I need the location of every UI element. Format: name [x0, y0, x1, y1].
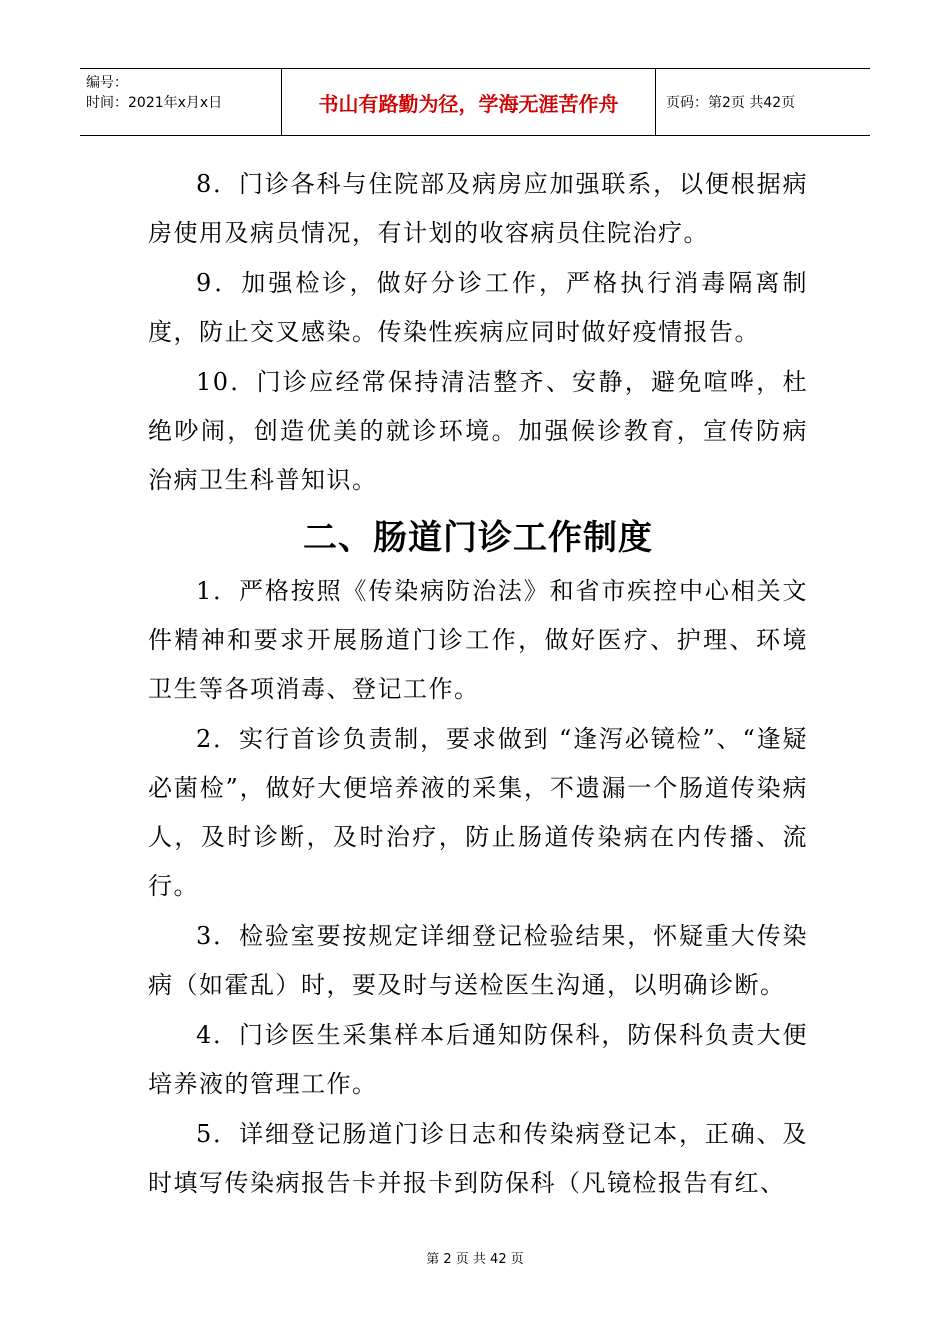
paragraph-rule-4: 4．门诊医生采集样本后通知防保科，防保科负责大便培养液的管理工作。 [148, 1021, 808, 1098]
section-heading: 二、肠道门诊工作制度 [303, 518, 653, 558]
document-number-label: 编号： [86, 75, 128, 91]
paragraph-rule-2: 2．实行首诊负责制，要求做到 “逢泻必镜检”、“逢疑必菌检”，做好大便培养液的采集，不遗漏一个肠道传染病人，及时诊断，及时治疗，防止肠道传染病在内传播、流行。 [148, 725, 808, 900]
paragraph-item-9: 9．加强检诊，做好分诊工作，严格执行消毒隔离制度，防止交叉感染。传染性疾病应同时做好疫情报告。 [148, 269, 808, 346]
header-meta [80, 69, 282, 135]
document-date-label: 时间：2021年x月x日 [86, 95, 223, 111]
paragraph-rule-3: 3．检验室要按规定详细登记检验结果，怀疑重大传染病（如霍乱）时，要及时与送检医生沟通，以明确诊断。 [148, 922, 808, 999]
paragraph-item-10: 10．门诊应经常保持清洁整齐、安静，避免喧哗，杜绝吵闹，创造优美的就诊环境。加强候诊教育，宣传防病治病卫生科普知识。 [148, 368, 808, 494]
paragraph-item-8: 8．门诊各科与住院部及病房应加强联系，以便根据病房使用及病员情况，有计划的收容病员住院治疗。 [148, 170, 808, 247]
page-header [80, 68, 870, 136]
paragraph-rule-1: 1．严格按照《传染病防治法》和省市疾控中心相关文件精神和要求开展肠道门诊工作，做好医疗、护理、环境卫生等各项消毒、登记工作。 [148, 577, 808, 703]
page-footer: 第 2 页 共 42 页 [426, 1252, 524, 1267]
paragraph-rule-5: 5．详细登记肠道门诊日志和传染病登记本，正确、及时填写传染病报告卡并报卡到防保科（凡镜检报告有红、 [148, 1120, 808, 1197]
document-body [148, 160, 808, 1209]
header-motto: 书山有路勤为径，学海无涯苦作舟 [282, 69, 656, 135]
header-page-info: 页码：第2页 共42页 [666, 95, 796, 111]
